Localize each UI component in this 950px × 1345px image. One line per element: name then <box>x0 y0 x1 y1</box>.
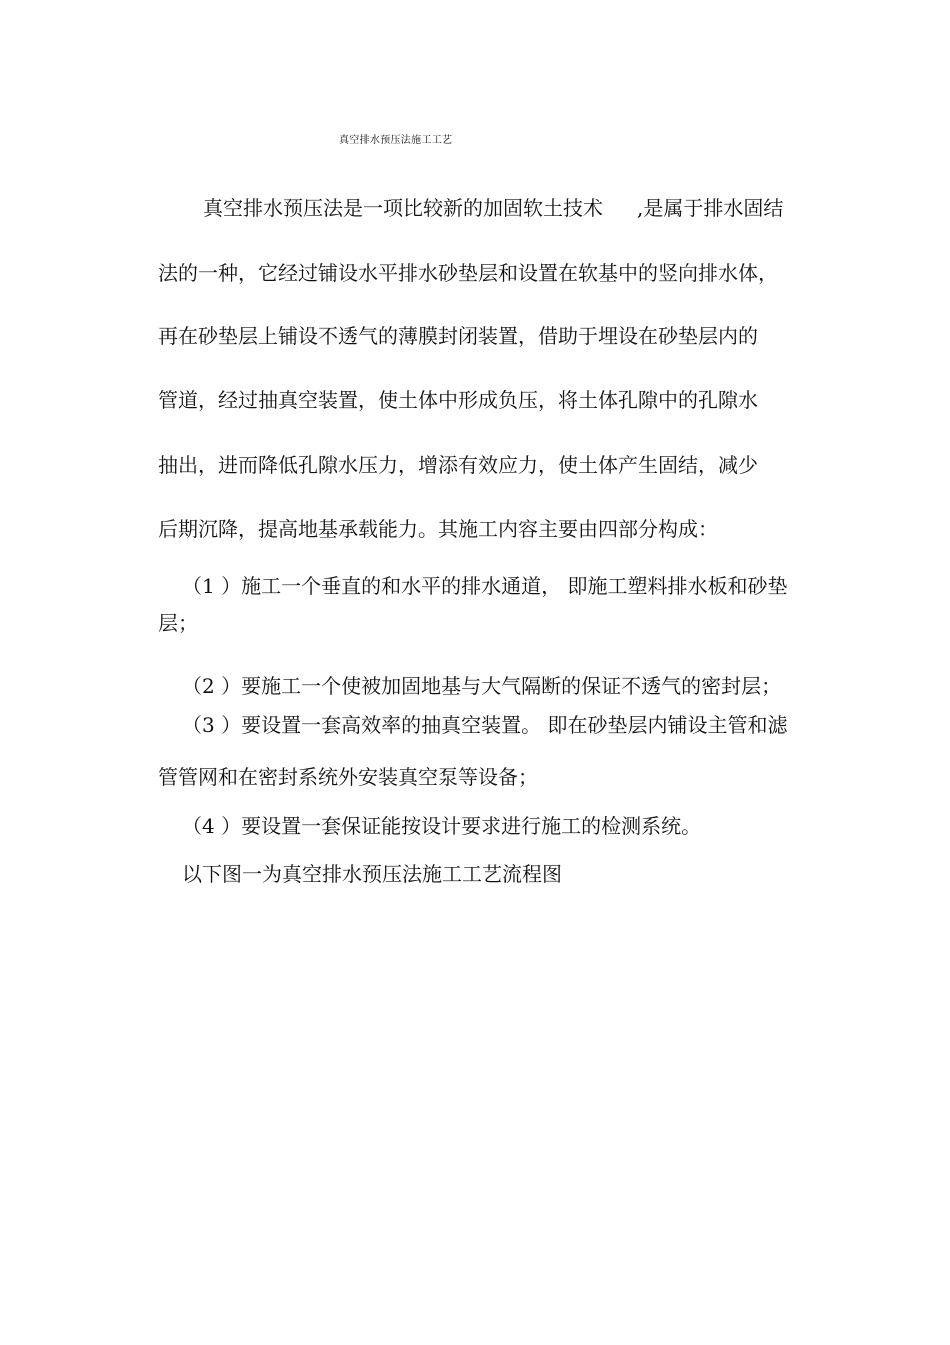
intro-line-3: 再在砂垫层上铺设不透气的薄膜封闭装置，借助于埋设在砂垫层内的 <box>158 324 758 348</box>
list-item-4: （4 ）要设置一套保证能按设计要求进行施工的检测系统。 <box>182 814 702 838</box>
list-item-3: （3 ）要设置一套高效率的抽真空装置。 即在砂垫层内铺设主管和滤 <box>182 713 788 737</box>
intro-line-4: 管道，经过抽真空装置，使土体中形成负压，将土体孔隙中的孔隙水 <box>158 388 758 412</box>
list-item-1-continuation: 层； <box>158 611 198 635</box>
list-item-2: （2 ）要施工一个使被加固地基与大气隔断的保证不透气的密封层； <box>182 674 782 698</box>
intro-line-1 <box>203 194 783 222</box>
intro-line-2: 法的一种，它经过铺设水平排水砂垫层和设置在软基中的竖向排水体， <box>158 261 778 285</box>
list-item-1: （1 ）施工一个垂直的和水平的排水通道， 即施工塑料排水板和砂垫 <box>182 574 788 598</box>
intro-line-5: 抽出，进而降低孔隙水压力，增添有效应力，使土体产生固结，减少 <box>158 453 758 477</box>
list-item-3-continuation: 管管网和在密封系统外安装真空泵等设备； <box>158 765 538 789</box>
intro-line-1-part-a: 真空排水预压法是一项比较新的加固软土技术 <box>203 196 603 220</box>
document-header-title: 真空排水预压法施工工艺 <box>339 135 453 146</box>
closing-line: 以下图一为真空排水预压法施工工艺流程图 <box>182 862 562 886</box>
intro-line-1-part-b: ,是属于排水固结 <box>637 196 784 220</box>
intro-line-6: 后期沉降，提高地基承载能力。其施工内容主要由四部分构成： <box>158 517 718 541</box>
